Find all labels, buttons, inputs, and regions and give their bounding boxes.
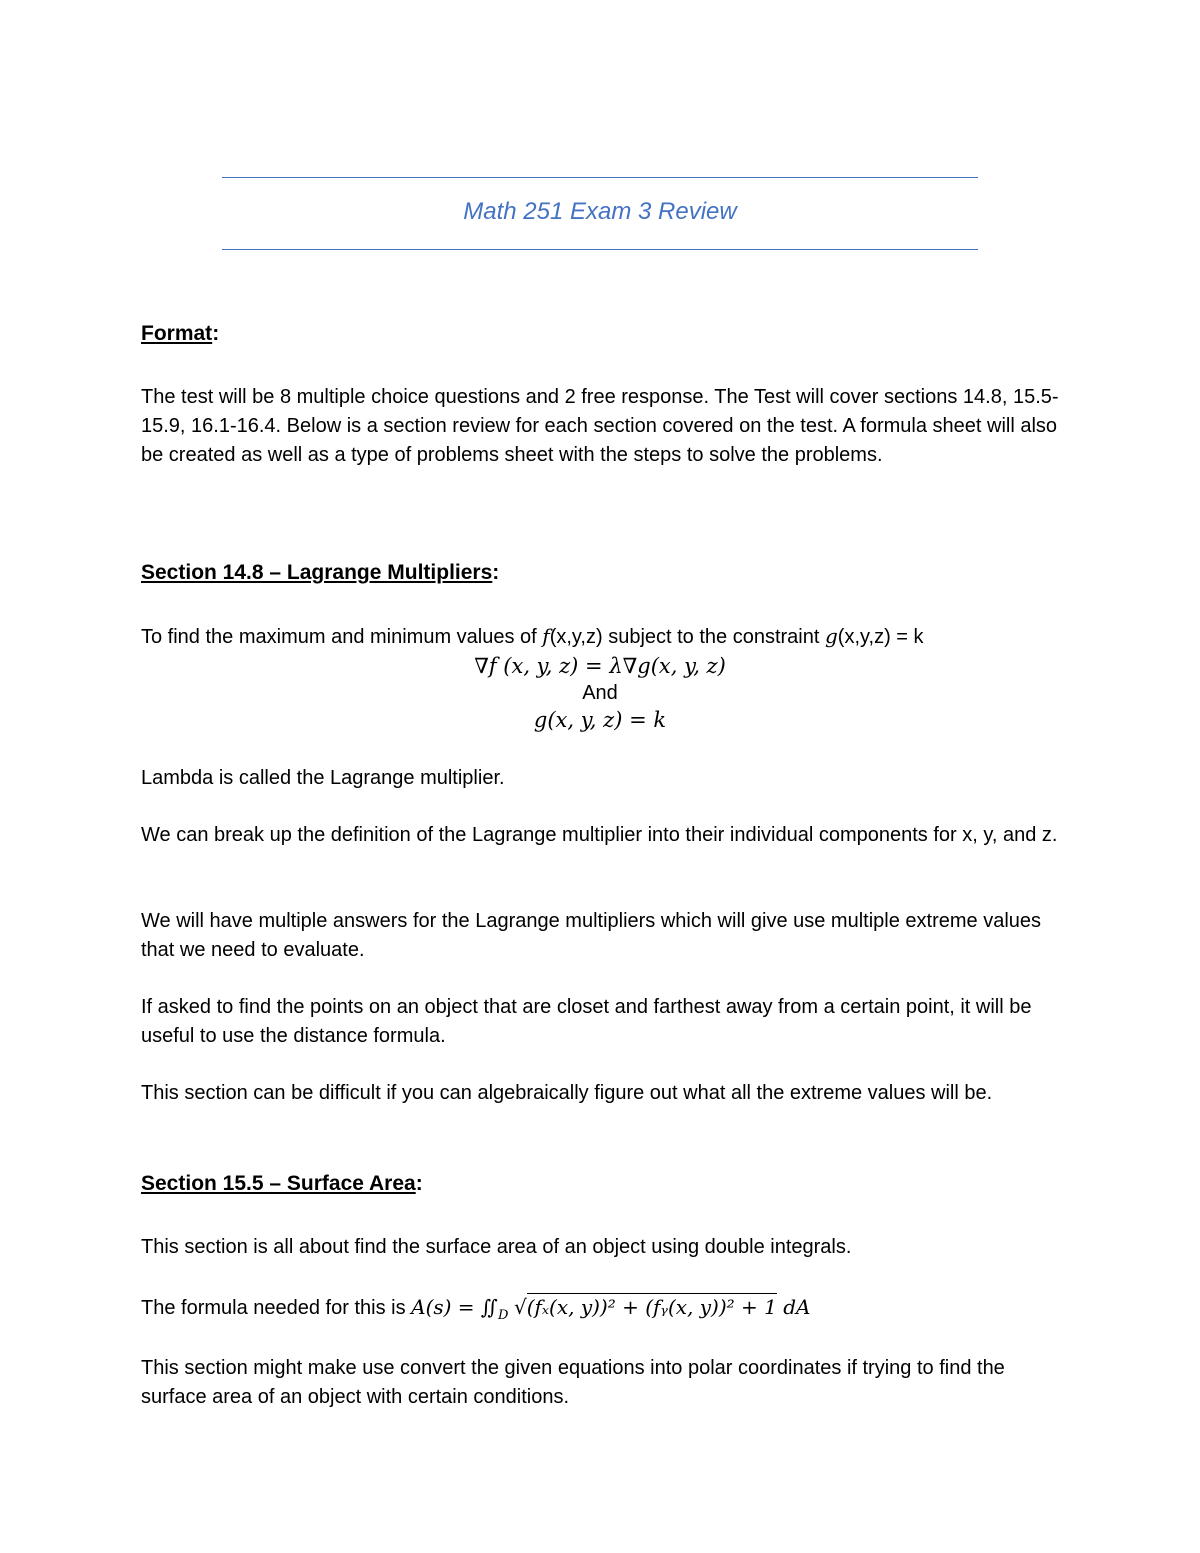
lagrange-paragraph-1: Lambda is called the Lagrange multiplier.: [141, 767, 505, 789]
sqrt-symbol: √: [513, 1295, 527, 1319]
lagrange-equation-gradient: ∇f (x, y, z) = λ∇g(x, y, z): [474, 654, 726, 678]
formula-lhs: A(s) = ∬: [411, 1295, 498, 1319]
lagrange-paragraph-5: This section can be difficult if you can algebraically figure out what all the extreme values will be.: [141, 1082, 993, 1104]
lagrange-equation-constraint: g(x, y, z) = k: [533, 708, 667, 732]
section-14-8-heading: Section 14.8 – Lagrange Multipliers:: [141, 561, 500, 584]
sqrt-radicand: (fₓ(x, y))² + (fᵧ(x, y))² + 1: [526, 1295, 777, 1319]
document-title: Math 251 Exam 3 Review: [463, 198, 737, 225]
surface-area-paragraph-1: This section is all about find the surface area of an object using double integrals.: [141, 1236, 852, 1258]
title-top-rule: [222, 177, 978, 178]
title-bottom-rule: [222, 249, 978, 250]
formula-region-subscript: D: [497, 1308, 509, 1323]
surface-area-formula: The formula needed for this is $A(s) = ∬_D$ √(fₓ(x, y))² + (fᵧ(x, y))² + 1 dA: [141, 1295, 811, 1323]
lagrange-paragraph-2: We can break up the definition of the Lagrange multiplier into their individual components for x, y, and z.: [141, 824, 1058, 846]
lagrange-paragraph-3: We will have multiple answers for the Lagrange multipliers which will give use multiple extreme values that we need to evaluate.: [141, 910, 1042, 961]
lagrange-and-word: And: [582, 682, 618, 704]
surface-area-paragraph-2: This section might make use convert the given equations into polar coordinates if trying to find the surface area of an object with certain conditions.: [141, 1357, 1005, 1408]
format-paragraph: The test will be 8 multiple choice questions and 2 free response. The Test will cover sections 14.8, 15.5-15.9, 16.1-16.4. Below is a section review for each section covered on the test. A formula sheet will also be created as well as a type of problems sheet with the steps to solve the problems.: [141, 386, 1059, 466]
section-15-5-heading: Section 15.5 – Surface Area:: [141, 1172, 423, 1195]
lagrange-intro: To find the maximum and minimum values of f(x,y,z) subject to the constraint g(x,y,z) = k: [141, 624, 924, 648]
format-heading: Format:: [141, 322, 220, 345]
lagrange-paragraph-4: If asked to find the points on an object that are closet and farthest away from a certain point, it will be useful to use the distance formula.: [141, 996, 1032, 1047]
